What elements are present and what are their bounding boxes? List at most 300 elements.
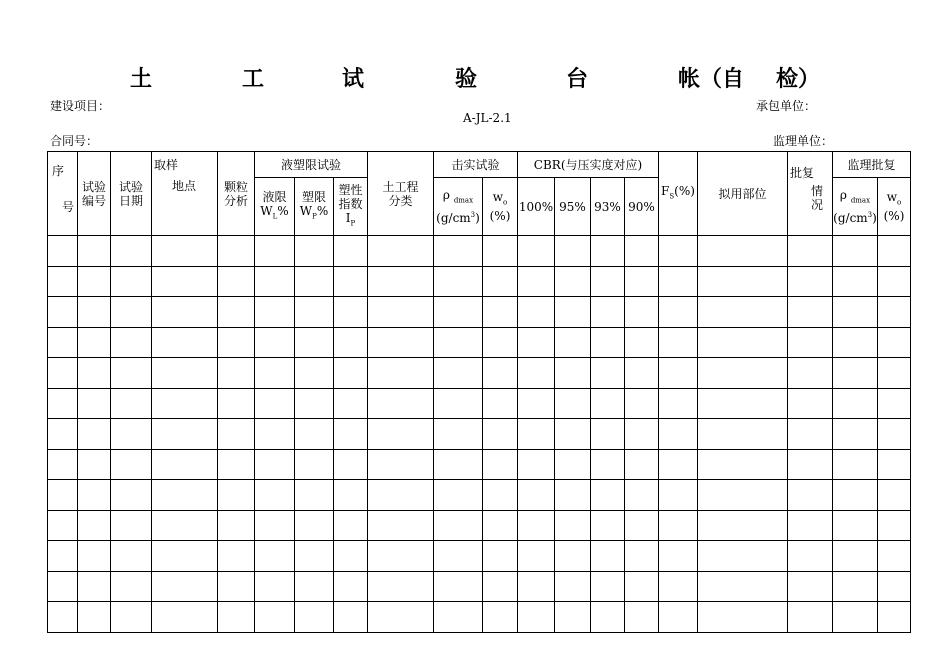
table-cell bbox=[591, 602, 625, 633]
table-cell bbox=[878, 510, 911, 541]
test-no-header: 试验编号 bbox=[78, 152, 111, 236]
table-cell bbox=[48, 236, 78, 267]
table-cell bbox=[368, 541, 434, 572]
classification-header: 土工程分类 bbox=[368, 152, 434, 236]
table-cell bbox=[334, 419, 368, 450]
table-cell bbox=[255, 327, 295, 358]
test-ledger-table bbox=[47, 151, 911, 633]
table-cell bbox=[625, 297, 659, 328]
table-cell bbox=[698, 297, 788, 328]
table-cell bbox=[48, 388, 78, 419]
table-cell bbox=[518, 449, 555, 480]
table-cell bbox=[659, 602, 698, 633]
title-char: 土 bbox=[130, 66, 153, 92]
table-cell bbox=[833, 602, 878, 633]
table-cell bbox=[788, 266, 833, 297]
table-cell bbox=[625, 541, 659, 572]
table-row bbox=[48, 297, 911, 328]
table-cell bbox=[483, 236, 518, 267]
table-cell bbox=[555, 602, 591, 633]
table-cell bbox=[78, 480, 111, 511]
table-row bbox=[48, 327, 911, 358]
table-cell bbox=[368, 236, 434, 267]
table-cell bbox=[48, 327, 78, 358]
table-cell bbox=[698, 266, 788, 297]
table-cell bbox=[591, 266, 625, 297]
form-code: A-JL-2.1 bbox=[463, 111, 512, 125]
test-date-header: 试验日期 bbox=[111, 152, 152, 236]
seq-header: 序 号 bbox=[48, 152, 78, 236]
table-cell bbox=[78, 541, 111, 572]
table-cell bbox=[878, 480, 911, 511]
table-cell bbox=[255, 388, 295, 419]
table-cell bbox=[48, 358, 78, 389]
sample-location-header: 取样 地点 bbox=[152, 152, 218, 236]
table-cell bbox=[518, 297, 555, 328]
table-cell bbox=[555, 327, 591, 358]
table-cell bbox=[295, 358, 334, 389]
table-row bbox=[48, 541, 911, 572]
table-cell bbox=[434, 266, 483, 297]
table-cell bbox=[659, 266, 698, 297]
table-cell bbox=[48, 480, 78, 511]
supervision-moisture-header: $w_o$ (%) bbox=[878, 178, 911, 236]
table-cell bbox=[218, 541, 255, 572]
table-cell bbox=[788, 358, 833, 389]
table-cell bbox=[368, 510, 434, 541]
table-cell bbox=[334, 358, 368, 389]
table-cell bbox=[659, 449, 698, 480]
table-cell bbox=[334, 541, 368, 572]
table-cell bbox=[434, 419, 483, 450]
table-cell bbox=[152, 358, 218, 389]
table-cell bbox=[878, 236, 911, 267]
table-cell bbox=[591, 358, 625, 389]
table-cell bbox=[48, 266, 78, 297]
table-cell bbox=[788, 480, 833, 511]
table-row bbox=[48, 602, 911, 633]
table-cell bbox=[78, 388, 111, 419]
table-cell bbox=[483, 297, 518, 328]
table-cell bbox=[111, 419, 152, 450]
table-cell bbox=[698, 571, 788, 602]
table-cell bbox=[78, 358, 111, 389]
table-cell bbox=[483, 541, 518, 572]
table-cell bbox=[518, 541, 555, 572]
table-cell bbox=[518, 571, 555, 602]
table-cell bbox=[833, 327, 878, 358]
table-cell bbox=[483, 327, 518, 358]
table-cell bbox=[334, 236, 368, 267]
table-cell bbox=[368, 602, 434, 633]
table-cell bbox=[334, 480, 368, 511]
table-cell bbox=[218, 419, 255, 450]
table-cell bbox=[788, 236, 833, 267]
table-cell bbox=[255, 480, 295, 511]
table-cell bbox=[434, 327, 483, 358]
table-cell bbox=[255, 358, 295, 389]
table-cell bbox=[659, 236, 698, 267]
table-cell bbox=[334, 297, 368, 328]
optimum-moisture-header: $w_o$ (%) bbox=[483, 178, 518, 236]
table-cell bbox=[434, 297, 483, 328]
table-cell bbox=[625, 358, 659, 389]
table-cell bbox=[48, 571, 78, 602]
table-cell bbox=[78, 266, 111, 297]
table-cell bbox=[555, 358, 591, 389]
table-cell bbox=[591, 297, 625, 328]
cbr-100-header: 100% bbox=[518, 178, 555, 236]
table-cell bbox=[295, 419, 334, 450]
table-cell bbox=[218, 388, 255, 419]
table-cell bbox=[625, 266, 659, 297]
table-cell bbox=[111, 571, 152, 602]
table-cell bbox=[152, 297, 218, 328]
table-cell bbox=[483, 358, 518, 389]
location-header: 拟用部位 bbox=[698, 152, 788, 236]
table-cell bbox=[555, 510, 591, 541]
table-cell bbox=[788, 541, 833, 572]
table-cell bbox=[833, 480, 878, 511]
table-cell bbox=[334, 602, 368, 633]
plastic-limit-header: 塑限 $W_P\%$ bbox=[295, 178, 334, 236]
table-cell bbox=[518, 327, 555, 358]
table-cell bbox=[625, 419, 659, 450]
table-cell bbox=[295, 449, 334, 480]
table-cell bbox=[833, 571, 878, 602]
table-cell bbox=[218, 449, 255, 480]
table-cell bbox=[218, 358, 255, 389]
table-cell bbox=[434, 480, 483, 511]
table-cell bbox=[788, 510, 833, 541]
table-cell bbox=[518, 480, 555, 511]
table-row bbox=[48, 236, 911, 267]
table-cell bbox=[111, 297, 152, 328]
table-cell bbox=[255, 571, 295, 602]
table-cell bbox=[111, 602, 152, 633]
table-cell bbox=[555, 236, 591, 267]
table-cell bbox=[483, 419, 518, 450]
table-cell bbox=[295, 541, 334, 572]
table-cell bbox=[255, 602, 295, 633]
table-cell bbox=[878, 297, 911, 328]
table-cell bbox=[788, 571, 833, 602]
plasticity-index-header: 塑性指数 $I_P$ bbox=[334, 178, 368, 236]
table-cell bbox=[295, 480, 334, 511]
table-cell bbox=[152, 327, 218, 358]
table-cell bbox=[434, 449, 483, 480]
table-cell bbox=[334, 327, 368, 358]
table-cell bbox=[334, 449, 368, 480]
table-cell bbox=[518, 236, 555, 267]
cbr-95-header: 95% bbox=[555, 178, 591, 236]
table-cell bbox=[218, 510, 255, 541]
table-cell bbox=[878, 541, 911, 572]
atterberg-group-header: 液塑限试验 bbox=[255, 152, 368, 178]
cbr-93-header: 93% bbox=[591, 178, 625, 236]
table-cell bbox=[483, 449, 518, 480]
table-cell bbox=[218, 571, 255, 602]
table-cell bbox=[255, 297, 295, 328]
table-cell bbox=[48, 297, 78, 328]
table-cell bbox=[518, 510, 555, 541]
table-cell bbox=[698, 419, 788, 450]
table-cell bbox=[483, 571, 518, 602]
table-cell bbox=[518, 419, 555, 450]
table-cell bbox=[152, 388, 218, 419]
table-cell bbox=[368, 327, 434, 358]
table-cell bbox=[434, 236, 483, 267]
table-cell bbox=[878, 327, 911, 358]
table-cell bbox=[368, 358, 434, 389]
table-cell bbox=[625, 236, 659, 267]
table-cell bbox=[111, 266, 152, 297]
table-cell bbox=[555, 541, 591, 572]
table-cell bbox=[368, 419, 434, 450]
table-cell bbox=[152, 510, 218, 541]
title-char: 试 bbox=[342, 66, 365, 92]
table-cell bbox=[434, 541, 483, 572]
table-cell bbox=[625, 388, 659, 419]
table-cell bbox=[591, 236, 625, 267]
table-cell bbox=[659, 358, 698, 389]
table-cell bbox=[483, 388, 518, 419]
table-cell bbox=[152, 266, 218, 297]
table-cell bbox=[625, 449, 659, 480]
table-cell bbox=[698, 327, 788, 358]
table-cell bbox=[698, 236, 788, 267]
table-cell bbox=[434, 510, 483, 541]
table-cell bbox=[483, 266, 518, 297]
table-cell bbox=[152, 571, 218, 602]
table-cell bbox=[788, 388, 833, 419]
table-cell bbox=[625, 510, 659, 541]
table-cell bbox=[555, 449, 591, 480]
table-cell bbox=[591, 480, 625, 511]
table-cell bbox=[111, 480, 152, 511]
table-cell bbox=[833, 388, 878, 419]
table-cell bbox=[698, 449, 788, 480]
table-cell bbox=[788, 419, 833, 450]
table-row bbox=[48, 266, 911, 297]
table-cell bbox=[78, 602, 111, 633]
table-cell bbox=[295, 236, 334, 267]
table-cell bbox=[833, 358, 878, 389]
table-cell bbox=[591, 510, 625, 541]
table-cell bbox=[833, 419, 878, 450]
table-cell bbox=[218, 602, 255, 633]
table-cell bbox=[334, 571, 368, 602]
table-cell bbox=[659, 327, 698, 358]
table-cell bbox=[218, 266, 255, 297]
title-char: 检） bbox=[776, 66, 821, 92]
table-cell bbox=[659, 510, 698, 541]
table-cell bbox=[218, 480, 255, 511]
table-cell bbox=[218, 236, 255, 267]
table-cell bbox=[555, 266, 591, 297]
page-title bbox=[100, 62, 860, 96]
table-cell bbox=[698, 510, 788, 541]
table-cell bbox=[555, 388, 591, 419]
table-cell bbox=[78, 419, 111, 450]
table-cell bbox=[878, 266, 911, 297]
approval-header: 批复 情况 bbox=[788, 152, 833, 236]
title-char: 工 bbox=[242, 66, 265, 92]
table-cell bbox=[368, 571, 434, 602]
table-cell bbox=[152, 449, 218, 480]
table-cell bbox=[698, 480, 788, 511]
table-cell bbox=[625, 602, 659, 633]
table-row bbox=[48, 571, 911, 602]
table-cell bbox=[878, 602, 911, 633]
table-cell bbox=[591, 388, 625, 419]
table-cell bbox=[295, 602, 334, 633]
table-cell bbox=[434, 602, 483, 633]
table-cell bbox=[218, 297, 255, 328]
table-cell bbox=[591, 571, 625, 602]
table-cell bbox=[518, 602, 555, 633]
table-cell bbox=[625, 571, 659, 602]
table-cell bbox=[518, 388, 555, 419]
table-cell bbox=[111, 510, 152, 541]
table-cell bbox=[111, 541, 152, 572]
table-cell bbox=[659, 388, 698, 419]
table-cell bbox=[255, 449, 295, 480]
table-cell bbox=[878, 449, 911, 480]
contract-label: 合同号： bbox=[50, 134, 99, 148]
table-cell bbox=[625, 480, 659, 511]
table-row bbox=[48, 388, 911, 419]
table-cell bbox=[591, 449, 625, 480]
table-row bbox=[48, 449, 911, 480]
table-cell bbox=[152, 236, 218, 267]
supervisor-label: 监理单位： bbox=[773, 134, 834, 148]
table-cell bbox=[591, 327, 625, 358]
table-cell bbox=[111, 327, 152, 358]
table-cell bbox=[255, 236, 295, 267]
table-cell bbox=[295, 297, 334, 328]
table-cell bbox=[255, 419, 295, 450]
table-cell bbox=[295, 510, 334, 541]
cbr-group-header: CBR(与压实度对应) bbox=[518, 152, 659, 178]
table-cell bbox=[833, 449, 878, 480]
table-cell bbox=[368, 266, 434, 297]
table-cell bbox=[659, 297, 698, 328]
table-cell bbox=[255, 510, 295, 541]
table-row bbox=[48, 480, 911, 511]
table-cell bbox=[591, 419, 625, 450]
table-cell bbox=[833, 541, 878, 572]
table-cell bbox=[48, 541, 78, 572]
table-cell bbox=[78, 297, 111, 328]
table-cell bbox=[659, 480, 698, 511]
cbr-90-header: 90% bbox=[625, 178, 659, 236]
table-cell bbox=[368, 480, 434, 511]
table-cell bbox=[78, 449, 111, 480]
table-row bbox=[48, 358, 911, 389]
table-cell bbox=[368, 449, 434, 480]
project-label: 建设项目： bbox=[50, 99, 111, 113]
header-row-1 bbox=[48, 152, 911, 178]
table-cell bbox=[555, 480, 591, 511]
table-cell bbox=[833, 236, 878, 267]
table-cell bbox=[659, 419, 698, 450]
table-cell bbox=[788, 602, 833, 633]
table-cell bbox=[218, 327, 255, 358]
table-cell bbox=[659, 541, 698, 572]
table-cell bbox=[483, 602, 518, 633]
table-cell bbox=[111, 449, 152, 480]
table-cell bbox=[78, 327, 111, 358]
table-cell bbox=[833, 266, 878, 297]
table-cell bbox=[152, 419, 218, 450]
table-cell bbox=[255, 541, 295, 572]
title-char: 台 bbox=[566, 66, 589, 92]
table-cell bbox=[334, 510, 368, 541]
table-cell bbox=[698, 358, 788, 389]
table-cell bbox=[295, 266, 334, 297]
table-cell bbox=[48, 449, 78, 480]
table-cell bbox=[48, 510, 78, 541]
title-char: 帐（自 bbox=[678, 66, 745, 92]
table-cell bbox=[111, 236, 152, 267]
table-cell bbox=[295, 388, 334, 419]
table-cell bbox=[368, 297, 434, 328]
table-cell bbox=[878, 388, 911, 419]
table-row bbox=[48, 419, 911, 450]
table-cell bbox=[434, 571, 483, 602]
table-row bbox=[48, 510, 911, 541]
table-cell bbox=[591, 541, 625, 572]
table-cell bbox=[698, 602, 788, 633]
table-cell bbox=[555, 297, 591, 328]
table-cell bbox=[555, 419, 591, 450]
table-cell bbox=[788, 327, 833, 358]
max-dry-density-header: ρ $_{dmax}$ $(g/cm^3)$ bbox=[434, 178, 483, 236]
table-cell bbox=[295, 571, 334, 602]
table-cell bbox=[111, 388, 152, 419]
table-cell bbox=[434, 358, 483, 389]
liquid-limit-header: 液限 $W_L\%$ bbox=[255, 178, 295, 236]
table-cell bbox=[152, 541, 218, 572]
table-cell bbox=[48, 602, 78, 633]
table-cell bbox=[78, 510, 111, 541]
table-cell bbox=[152, 480, 218, 511]
table-cell bbox=[518, 266, 555, 297]
supervision-group-header: 监理批复 bbox=[833, 152, 911, 178]
table-cell bbox=[555, 571, 591, 602]
table-cell bbox=[878, 571, 911, 602]
table-cell bbox=[788, 297, 833, 328]
compaction-group-header: 击实试验 bbox=[434, 152, 518, 178]
table-cell bbox=[78, 571, 111, 602]
table-cell bbox=[368, 388, 434, 419]
fs-header: $F_S(\%)$ bbox=[659, 152, 698, 236]
table-cell bbox=[698, 541, 788, 572]
supervision-density-header: ρ $_{dmax}$ $(g/cm^3)$ bbox=[833, 178, 878, 236]
table-cell bbox=[833, 297, 878, 328]
table-cell bbox=[878, 358, 911, 389]
contractor-label: 承包单位： bbox=[756, 99, 817, 113]
particle-analysis-header: 颗粒分析 bbox=[218, 152, 255, 236]
table-cell bbox=[295, 327, 334, 358]
table-cell bbox=[625, 327, 659, 358]
table-cell bbox=[483, 480, 518, 511]
table-cell bbox=[255, 266, 295, 297]
table-cell bbox=[334, 388, 368, 419]
table-cell bbox=[434, 388, 483, 419]
blank-rows bbox=[48, 236, 911, 633]
